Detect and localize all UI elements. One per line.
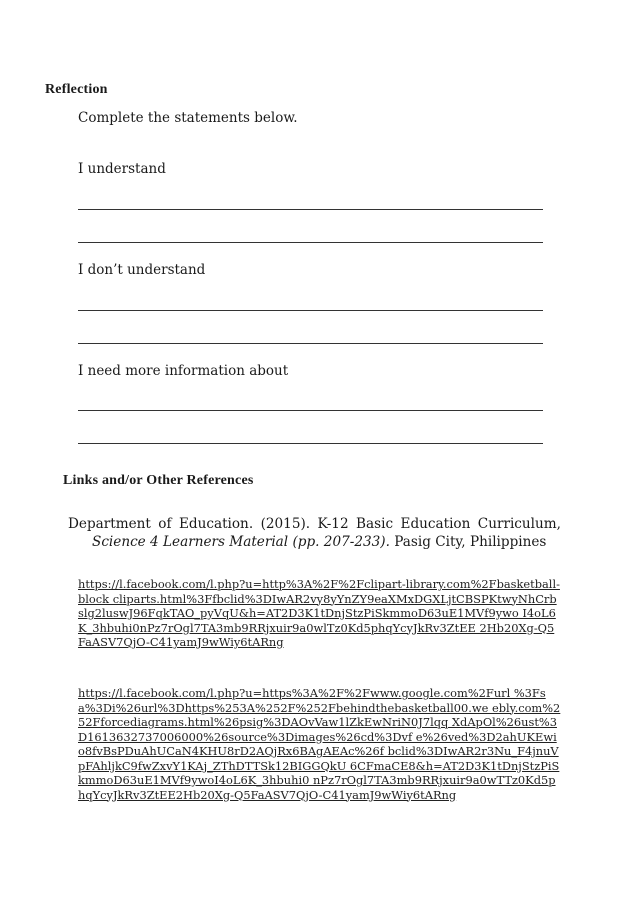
- prompt-more-information: I need more information about: [78, 363, 289, 379]
- prompt-dont-understand: I don’t understand: [78, 262, 206, 278]
- reflection-instruction: Complete the statements below.: [78, 110, 298, 126]
- prompt-understand: I understand: [78, 161, 166, 177]
- answer-line-more-info-1[interactable]: [78, 410, 543, 411]
- reference-citation: [68, 516, 561, 551]
- reference-link-1[interactable]: https://l.facebook.com/l.php?u=http%3A%2F%2Fclipart-library.com%2Fbasketball-block cliparts.html%3Ffbclid%3DIwAR2vy8yYnZY9eaXMxDGXLjtCBSPKtwyNhCrb slg2luswJ96FqkTAO_pyVqU&h=AT2D3K1tDnjStzPiSkmmoD63uE1MVf9ywo I4oL6K_3hbuhi0nPz7rOgl7TA3mb9RRjxuir9a0wlTz0Kd5phqYcyJkRv3ZtEE 2Hb20Xg-Q5FaASV7QjO-C41yamJ9wWiy6tARng: [78, 577, 560, 649]
- answer-line-understand-1[interactable]: [78, 209, 543, 210]
- references-heading: Links and/or Other References: [63, 473, 254, 488]
- answer-line-dont-understand-1[interactable]: [78, 310, 543, 311]
- reflection-heading: Reflection: [45, 82, 108, 97]
- answer-line-understand-2[interactable]: [78, 242, 543, 243]
- citation-place: Pasig City, Philippines: [389, 533, 547, 550]
- reference-link-2[interactable]: https://l.facebook.com/l.php?u=https%3A%2F%2Fwww.google.com%2Furl %3Fsa%3Di%26url%3Dhttps%253A%252F%252Fbehindthebasketball00.we ebly.com%252Fforcediagrams.html%26psig%3DAOvVaw1lZkEwNriN0J7lqq XdApOl%26ust%3D1613632737006000%26source%3Dimages%26cd%3Dvf e%26ved%3D2ahUKEwio8fvBsPDuAhUCaN4KHU8rD2AQjRx6BAgAEAc%26f bclid%3DIwAR2r3Nu_F4jnuVpFAhljkC9fwZxvY1KAj_ZThDTTSk12BIGGQkU 6CFmaCE8&h=AT2D3K1tDnjStzPiSkmmoD63uE1MVf9ywoI4oL6K_3hbuhi0 nPz7rOgl7TA3mb9RRjxuir9a0wTTz0Kd5phqYcyJkRv3ZtEE2Hb20Xg-Q5FaASV7QjO-C41yamJ9wWiy6tARng: [78, 686, 561, 802]
- citation-author: Department of Education. (2015). K-12 Basic Education Curriculum,: [68, 516, 561, 532]
- answer-line-more-info-2[interactable]: [78, 443, 543, 444]
- citation-title: Science 4 Learners Material (pp. 207-233).: [92, 533, 390, 550]
- answer-line-dont-understand-2[interactable]: [78, 343, 543, 344]
